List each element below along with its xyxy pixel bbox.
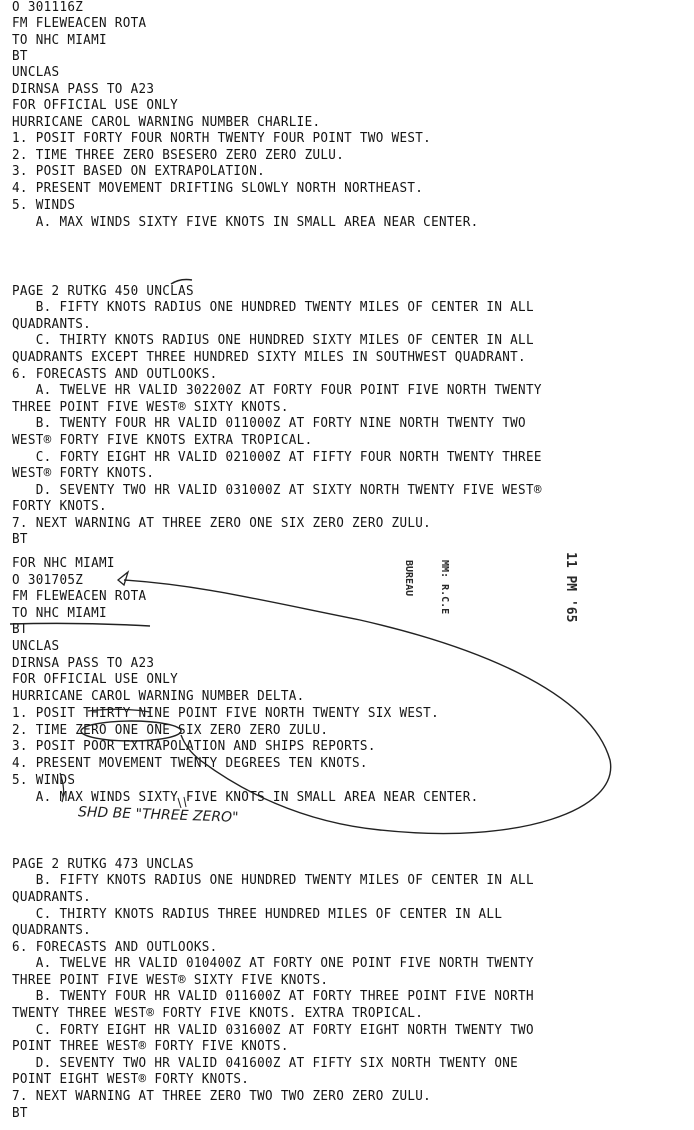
message1-line: FOR OFFICIAL USE ONLY xyxy=(12,98,179,113)
message1-page2-line: 7. NEXT WARNING AT THREE ZERO ONE SIX ZERO ZERO ZULU. xyxy=(12,516,432,531)
message2-line: FOR OFFICIAL USE ONLY xyxy=(12,672,179,687)
message2-line: O 301705Z xyxy=(12,573,84,588)
message2-page2-line: 7. NEXT WARNING AT THREE ZERO TWO TWO ZERO ZERO ZULU. xyxy=(12,1089,432,1104)
message1-line: A. MAX WINDS SIXTY FIVE KNOTS IN SMALL AREA NEAR CENTER. xyxy=(12,215,479,230)
message1-page2-line: THREE POINT FIVE WEST® SIXTY KNOTS. xyxy=(12,400,289,415)
message1-page2-line: WEST® FORTY KNOTS. xyxy=(12,466,155,481)
connector-loop-mark xyxy=(124,580,611,834)
message1-line: BT xyxy=(12,49,28,64)
message2-page2-line: C. FORTY EIGHT HR VALID 031600Z AT FORTY EIGHT NORTH TWENTY TWO xyxy=(12,1023,534,1038)
message2-line: DIRNSA PASS TO A23 xyxy=(12,656,155,671)
message2-line: 3. POSIT POOR EXTRAPOLATION AND SHIPS REPORTS. xyxy=(12,739,376,754)
circled-time-mark xyxy=(81,721,181,741)
message1-page2-line: C. FORTY EIGHT HR VALID 021000Z AT FIFTY FOUR NORTH TWENTY THREE xyxy=(12,450,542,465)
message1-line: O 301116Z xyxy=(12,0,84,15)
message1-line: UNCLAS xyxy=(12,65,60,80)
message1-line: 1. POSIT FORTY FOUR NORTH TWENTY FOUR POINT TWO WEST. xyxy=(12,131,432,146)
page-number-tick-mark xyxy=(171,280,192,285)
message2-line: 4. PRESENT MOVEMENT TWENTY DEGREES TEN KNOTS. xyxy=(12,756,368,771)
message2-page2-line: POINT THREE WEST® FORTY FIVE KNOTS. xyxy=(12,1039,289,1054)
message2-page2-line: 6. FORECASTS AND OUTLOOKS. xyxy=(12,940,218,955)
message1-line: DIRNSA PASS TO A23 xyxy=(12,82,155,97)
stamp-time: 11 PM '65 xyxy=(563,552,578,623)
message2-line: 2. TIME ZERO ONE ONE SIX ZERO ZERO ZULU. xyxy=(12,723,329,738)
message2-page2-line: BT xyxy=(12,1106,28,1121)
tick-marks xyxy=(178,797,186,808)
strikethrough-mark xyxy=(88,709,150,712)
message2-line: 1. POSIT THIRTY NINE POINT FIVE NORTH TWENTY SIX WEST. xyxy=(12,706,439,721)
bracket-mark xyxy=(60,773,64,802)
message2-line: HURRICANE CAROL WARNING NUMBER DELTA. xyxy=(12,689,305,704)
message2-line: UNCLAS xyxy=(12,639,60,654)
message1-page2-line: WEST® FORTY FIVE KNOTS EXTRA TROPICAL. xyxy=(12,433,313,448)
message2-page2-line: THREE POINT FIVE WEST® SIXTY FIVE KNOTS. xyxy=(12,973,329,988)
underline-mark xyxy=(10,623,150,626)
message2-page2-line: POINT EIGHT WEST® FORTY KNOTS. xyxy=(12,1072,250,1087)
message2-line: FM FLEWEACEN ROTA xyxy=(12,589,147,604)
message1-line: TO NHC MIAMI xyxy=(12,33,107,48)
message2-line: A. MAX WINDS SIXTY FIVE KNOTS IN SMALL AREA NEAR CENTER. xyxy=(12,790,479,805)
message1-line: 2. TIME THREE ZERO BSESERO ZERO ZERO ZULU. xyxy=(12,148,345,163)
message1-page2-line: C. THIRTY KNOTS RADIUS ONE HUNDRED SIXTY MILES OF CENTER IN ALL xyxy=(12,333,534,348)
message1-page2-line: D. SEVENTY TWO HR VALID 031000Z AT SIXTY NORTH TWENTY FIVE WEST® xyxy=(12,483,542,498)
message2-page2-line: A. TWELVE HR VALID 010400Z AT FORTY ONE POINT FIVE NORTH TWENTY xyxy=(12,956,534,971)
message2-page2-line: C. THIRTY KNOTS RADIUS THREE HUNDRED MILES OF CENTER IN ALL xyxy=(12,907,503,922)
handwritten-note: SHD BE "THREE ZERO" xyxy=(77,804,239,826)
message1-page2-line: QUADRANTS EXCEPT THREE HUNDRED SIXTY MILES IN SOUTHWEST QUADRANT. xyxy=(12,350,526,365)
message1-line: 4. PRESENT MOVEMENT DRIFTING SLOWLY NORTH NORTHEAST. xyxy=(12,181,424,196)
message1-page2-line: QUADRANTS. xyxy=(12,317,92,332)
message2-page2-line: TWENTY THREE WEST® FORTY FIVE KNOTS. EXTRA TROPICAL. xyxy=(12,1006,424,1021)
message2-line: FOR NHC MIAMI xyxy=(12,556,115,571)
message1-page2-line: PAGE 2 RUTKG 450 UNCLAS xyxy=(12,284,194,299)
message2-line: TO NHC MIAMI xyxy=(12,606,107,621)
message1-page2-line: BT xyxy=(12,532,28,547)
message1-line: HURRICANE CAROL WARNING NUMBER CHARLIE. xyxy=(12,115,321,130)
message1-line: 5. WINDS xyxy=(12,198,76,213)
message2-page2-line: QUADRANTS. xyxy=(12,923,92,938)
message2-page2-line: PAGE 2 RUTKG 473 UNCLAS xyxy=(12,857,194,872)
message2-page2-line: B. FIFTY KNOTS RADIUS ONE HUNDRED TWENTY MILES OF CENTER IN ALL xyxy=(12,873,534,888)
arrow-head-mark xyxy=(118,572,128,585)
message1-line: 3. POSIT BASED ON EXTRAPOLATION. xyxy=(12,164,266,179)
message1-page2-line: FORTY KNOTS. xyxy=(12,499,107,514)
message1-page2-line: B. TWENTY FOUR HR VALID 011000Z AT FORTY NINE NORTH TWENTY TWO xyxy=(12,416,526,431)
message1-page2-line: A. TWELVE HR VALID 302200Z AT FORTY FOUR POINT FIVE NORTH TWENTY xyxy=(12,383,542,398)
message2-page2-line: B. TWENTY FOUR HR VALID 011600Z AT FORTY THREE POINT FIVE NORTH xyxy=(12,989,534,1004)
received-stamp-line: BUREAU xyxy=(403,560,414,597)
message2-page2-line: QUADRANTS. xyxy=(12,890,92,905)
received-stamp-line: MM: R.C.E xyxy=(439,560,450,615)
received-stamp xyxy=(378,560,474,614)
message1-line: FM FLEWEACEN ROTA xyxy=(12,16,147,31)
message2-page2-line: D. SEVENTY TWO HR VALID 041600Z AT FIFTY SIX NORTH TWENTY ONE xyxy=(12,1056,519,1071)
message2-line: 5. WINDS xyxy=(12,773,76,788)
message1-page2-line: B. FIFTY KNOTS RADIUS ONE HUNDRED TWENTY MILES OF CENTER IN ALL xyxy=(12,300,534,315)
message2-line: BT xyxy=(12,622,28,637)
message1-page2-line: 6. FORECASTS AND OUTLOOKS. xyxy=(12,367,218,382)
